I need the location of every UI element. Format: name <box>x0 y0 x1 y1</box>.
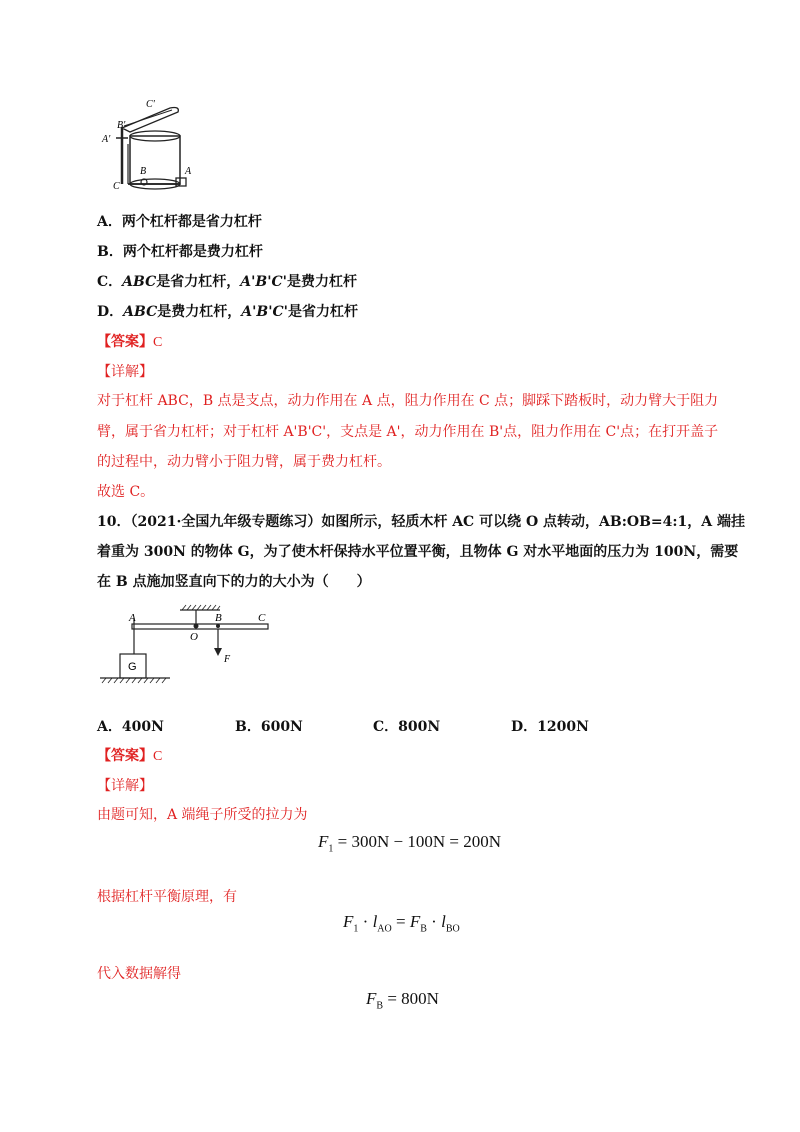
q9-detail-line-2: 臂，属于省力杠杆；对于杠杆 A'B'C'，支点是 A'，动力作用在 B'点，阻力作用在 C'点；在打开盖子 <box>97 424 719 440</box>
equation-2: $F_1 \cdot l_{AO} = F_B \cdot l_{BO}$ <box>343 912 460 935</box>
q9-option-a: A．两个杠杆都是省力杠杆 <box>97 214 262 230</box>
q10-option-c: C．800N <box>373 719 441 735</box>
label-g: G <box>128 661 137 673</box>
q10-stem-line-3: 在 B 点施加竖直向下的力的大小为（ ） <box>97 574 371 590</box>
q9-option-c: C．ABC是省力杠杆，A'B'C'是费力杠杆 <box>97 274 357 290</box>
q9-detail-label: 【详解】 <box>97 364 153 380</box>
q9-answer: 【答案】C <box>97 334 163 350</box>
q10-detail-text-1: 由题可知，A 端绳子所受的拉力为 <box>97 807 308 823</box>
trash-can-lever-figure <box>100 98 210 198</box>
label-f: F <box>224 654 231 665</box>
label-b: B <box>215 612 222 624</box>
q10-stem-line-2: 着重为 300N 的物体 G，为了使木杆保持水平位置平衡，且物体 G 对水平地面的压力为 100N，需要 <box>97 544 739 560</box>
label-c: C <box>113 181 120 192</box>
label-a: A <box>129 612 136 624</box>
q9-option-d: D．ABC是费力杠杆，A'B'C'是省力杠杆 <box>97 304 358 320</box>
q10-option-b: B．600N <box>235 719 303 735</box>
q10-stem-line-1: 10．（2021·全国九年级专题练习）如图所示，轻质木杆 AC 可以绕 O 点转动，AB:OB=4:1，A 端挂 <box>97 514 746 530</box>
label-c: C <box>258 612 266 624</box>
q10-option-a: A．400N <box>97 719 164 735</box>
label-c-prime: C' <box>146 99 155 110</box>
q9-option-b: B．两个杠杆都是费力杠杆 <box>97 244 263 260</box>
equation-1: $F_1 = 300N - 100N = 200N$ <box>318 832 501 855</box>
label-a-prime: A' <box>102 134 111 145</box>
q10-detail-text-3: 代入数据解得 <box>97 966 181 982</box>
lever-weight-figure <box>98 604 278 688</box>
q10-detail-text-2: 根据杠杆平衡原理，有 <box>97 889 237 905</box>
q9-detail-line-1: 对于杠杆 ABC，B 点是支点，动力作用在 A 点，阻力作用在 C 点；脚踩下踏板时，动力臂大于阻力 <box>97 393 719 409</box>
q10-detail-label: 【详解】 <box>97 778 153 794</box>
label-a: A <box>185 166 192 177</box>
q9-detail-line-3: 的过程中，动力臂小于阻力臂，属于费力杠杆。 <box>97 454 391 470</box>
label-o: O <box>190 631 198 643</box>
q10-answer: 【答案】C <box>97 748 163 764</box>
label-b: B <box>140 166 147 177</box>
q10-option-d: D．1200N <box>511 719 589 735</box>
label-b-prime: B' <box>117 120 126 131</box>
q9-detail-line-4: 故选 C。 <box>97 484 155 500</box>
equation-3: $F_B = 800N$ <box>366 989 439 1012</box>
